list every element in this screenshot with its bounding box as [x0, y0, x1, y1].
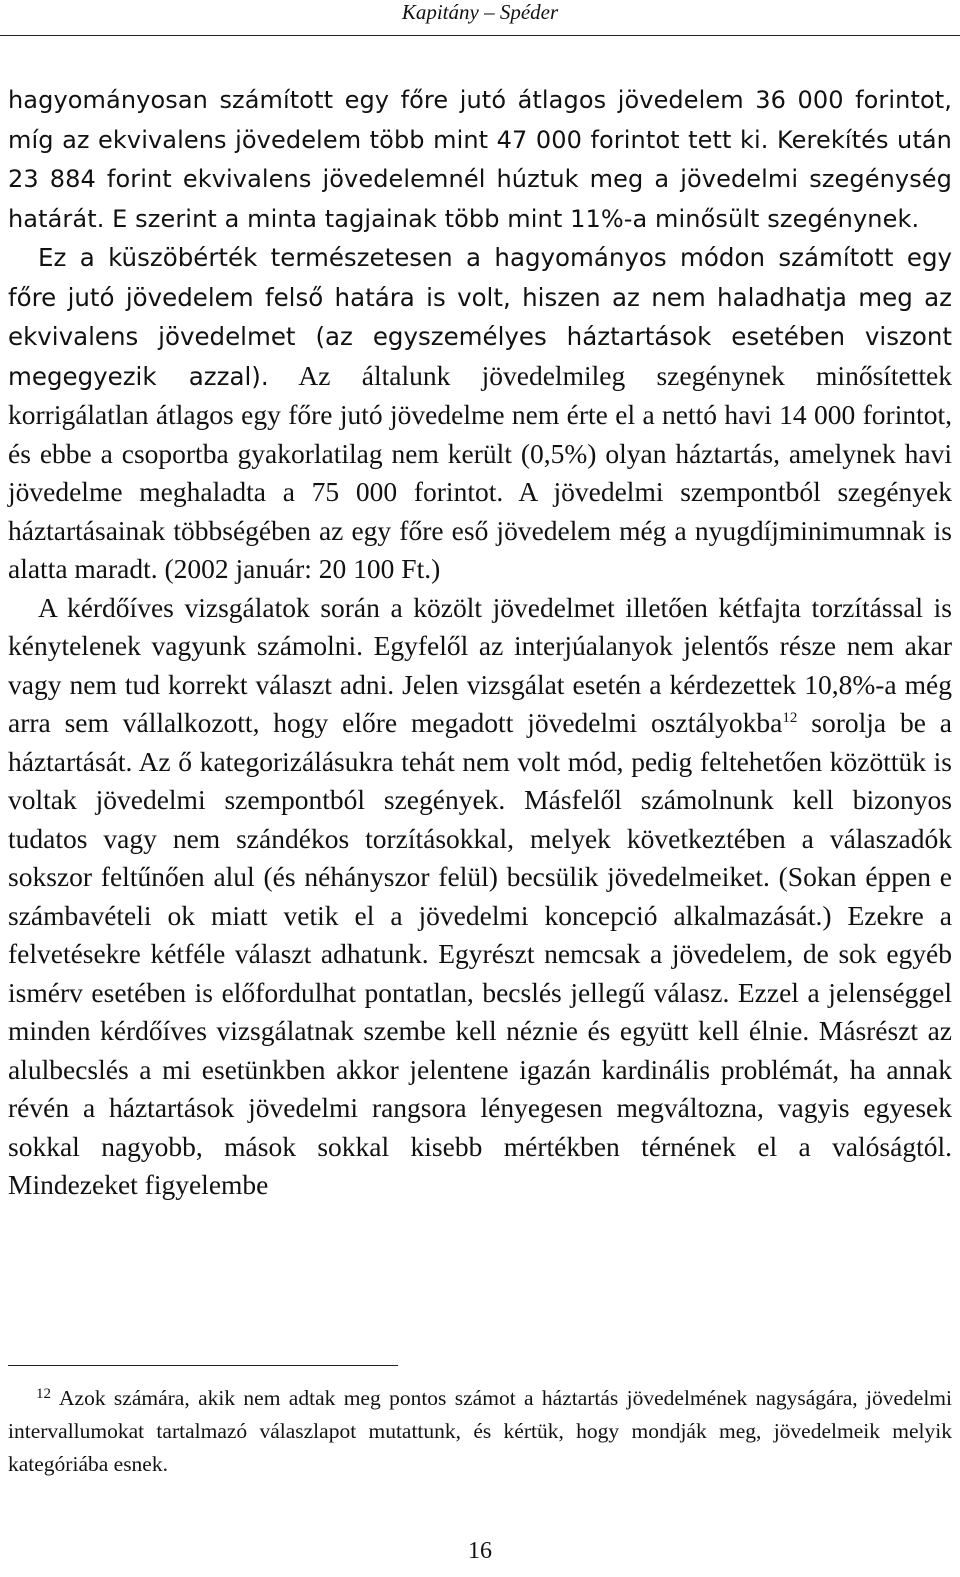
paragraph-2-text-b: Az általunk jövedelmileg szegénynek minősítettek korrigálatlan átlagos egy főre jutó jövedelme nem érte el a nettó havi 14 000 forintot, és ebbe a csoportba gyakorlatilag nem került (0,5%) olyan háztartás, amelynek havi jövedelme meghaladta a 75 000 forintot. A jövedelmi szempontból szegények háztartásainak többségében az egy főre eső jövedelem még a nyugdíjminimumnak is alatta maradt. (2002 január: 20 100 Ft.) — [8, 359, 952, 584]
footnote-number: 12 — [36, 1386, 51, 1402]
header-rule — [0, 35, 960, 36]
page-number: 16 — [468, 1538, 492, 1564]
footnote-text: Azok számára, akik nem adtak meg pontos számot a háztartás jövedelmének nagyságára, jövedelmi intervallumokat tartalmazó válaszlapot mutattunk, és kértük, hogy mondják meg, jövedelmeik melyik kategóriába esnek. — [8, 1386, 952, 1476]
paragraph-1-text: hagyományosan számított egy főre jutó átlagos jövedelem 36 000 forintot, míg az ekvivalens jövedelem több mint 47 000 forintot tett ki. Kerekítés után 23 884 forint ekvivalens jövedelemnél húztuk meg a jövedelmi szegénység határát. E szerint a minta tagjainak több mint 11%-a minősült szegénynek. — [8, 86, 952, 233]
paragraph-2 — [8, 238, 952, 589]
paragraph-3-text-b: sorolja be a háztartását. Az ő kategorizálásukra tehát nem volt mód, pedig feltehetően közöttük is voltak jövedelmi szempontból szegények. Másfelől számolnunk kell bizonyos tudatos vagy nem szándékos torzításokkal, melyek következtében a válaszadók sokszor feltűnően alul (és néhányszor felül) becsülik jövedelmeiket. (Sokan éppen e számbavételi ok miatt vetik el a jövedelmi koncepció alkalmazását.) Ezekre a felvetésekre kétféle választ adhatunk. Egyrészt nemcsak a jövedelem, de sok egyéb ismérv esetében is előfordulhat pontatlan, becslés jellegű válasz. Ezzel a jelenséggel minden kérdőíves vizsgálatnak szembe kell néznie és együtt kell élnie. Másrészt az alulbecslés a mi esetünkben akkor jelentene igazán kardinális problémát, ha annak révén a háztartások jövedelmi rangsora lényegesen megváltozna, vagyis egyesek sokkal nagyobb, mások sokkal kisebb mértékben térnének el a valóságtól. Mindezeket figyelembe — [8, 707, 952, 1200]
footnote — [8, 1382, 952, 1481]
running-head: Kapitány – Spéder — [401, 0, 559, 24]
body-text — [8, 80, 952, 1205]
footnote-reference[interactable]: 12 — [782, 710, 798, 726]
footnote-rule — [8, 1365, 398, 1366]
paragraph-3-text-a: A kérdőíves vizsgálatok során a közölt jövedelmet illetően kétfajta torzítással is kénytelenek vagyunk számolni. Egyfelől az interjúalanyok jelentős része nem akar vagy nem tud korrekt választ adni. Jelen vizsgálat esetén a kérdezettek 10,8%-a még arra sem vállalkozott, hogy előre megadott jövedelmi osztályokba — [8, 591, 952, 738]
paragraph-3 — [8, 589, 952, 1205]
paragraph-1 — [8, 80, 952, 238]
paragraph-2-text-a: Ez a küszöbérték természetesen a hagyományos módon számított egy főre jutó jövedelem felső határa is volt, hiszen az nem haladhatja meg az ekvivalens jövedelmet (az egyszemélyes háztartások esetében viszont megegyezik azzal). — [8, 243, 952, 391]
